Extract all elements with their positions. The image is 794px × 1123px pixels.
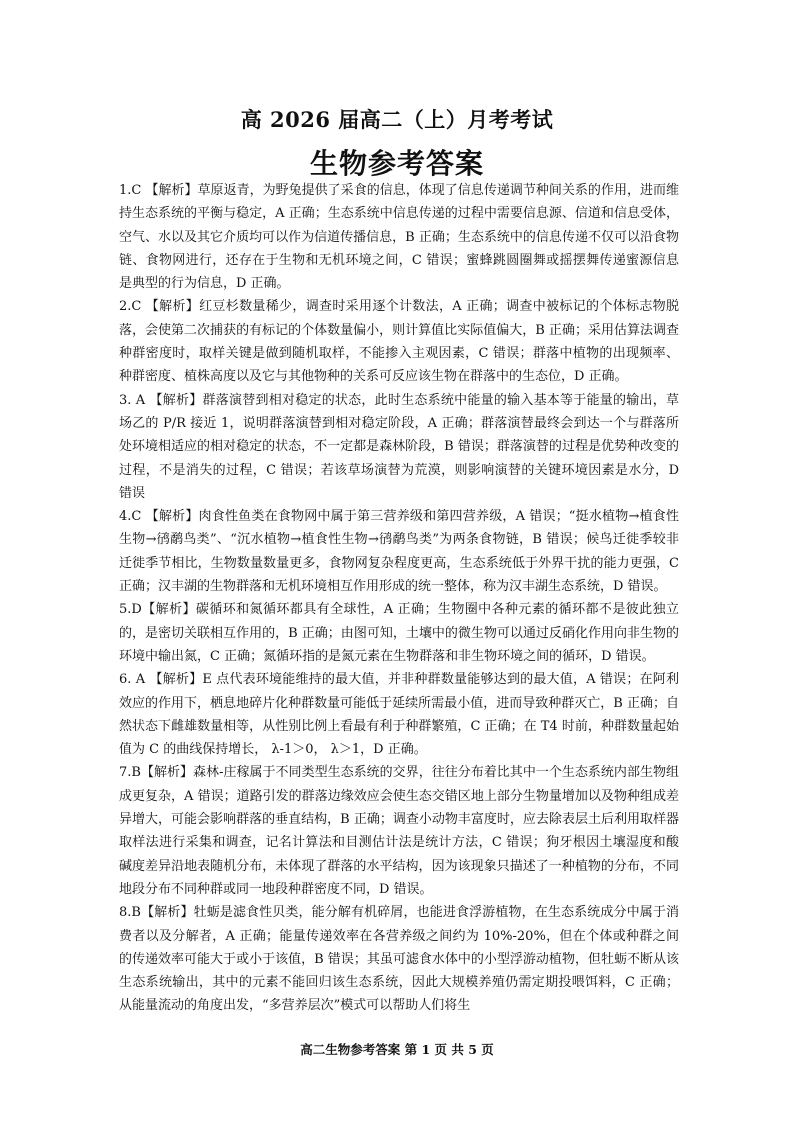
answer-item-6: 6. A 【解析】E 点代表环境能维持的最大值，并非种群数量能够达到的最大值，A 错误；在阿利效应的作用下，栖息地碎片化种群数量可能低于延续所需最小值，进而导致种群灭亡，B 正确；自然状态下雌雄数量相等，从性别比例上看最有利于种群繁殖，C 正确；在 T4 时前，种群数量起始值为 C 的曲线保持增长， λ-1＞0， λ＞1，D 正确。 <box>119 672 679 758</box>
exam-title: 高 2026 届高二（上）月考考试 <box>240 107 554 132</box>
page-footer: 高二生物参考答案 第 1 页 共 5 页 <box>300 1042 494 1057</box>
answer-item-5: 5.D【解析】碳循环和氮循环都具有全球性，A 正确；生物圈中各种元素的循环都不是彼此独立的，是密切关联相互作用的，B 正确；由图可知，土壤中的微生物可以通过反硝化作用向非生物的环境中输出氮，C 正确；氮循环指的是氮元素在生物群落和非生物环境之间的循环，D 错误。 <box>119 602 679 664</box>
answer-item-3: 3. A 【解析】群落演替到相对稳定的状态，此时生态系统中能量的输入基本等于能量的输出，草场乙的 P/R 接近 1，说明群落演替到相对稳定阶段，A 正确；群落演替最终会到达一个与群落所处环境相适应的相对稳定的状态，不一定都是森林阶段，B 错误；群落演替的过程是优势种改变的过程，不是消失的过程，C 错误；若该草场演替为荒漠，则影响演替的关键环境因素是水分，D 错误 <box>119 392 679 501</box>
answer-item-8: 8.B【解析】牡蛎是滤食性贝类，能分解有机碎屑，也能进食浮游植物，在生态系统成分中属于消费者以及分解者，A 正确；能量传递效率在各营养级之间约为 10%-20%，但在个体或种群之间的传递效率可能大于或小于该值，B 错误；其虽可滤食水体中的小型浮游动植物，但牡蛎不断从该生态系统输出，其中的元素不能回归该生态系统，因此大规模养殖仍需定期投喂饵料，C 正确；从能量流动的角度出发，“多营养层次”模式可以帮助人们将生 <box>119 905 679 1014</box>
answer-body <box>119 179 679 1018</box>
answer-item-1: 1.C 【解析】草原返青，为野兔提供了采食的信息，体现了信息传递调节种间关系的作用，进而维持生态系统的平衡与稳定，A 正确；生态系统中信息传递的过程中需要信息源、信道和信息受体，空气、水以及其它介质均可以作为信道传播信息，B 正确；生态系统中的信息传递不仅可以沿食物链、食物网进行，还存在于生物和无机环境之间，C 错误；蜜蜂跳圆圈舞或摇摆舞传递蜜源信息是典型的行为信息，D 正确。 <box>119 183 679 292</box>
answer-item-2: 2.C 【解析】红豆杉数量稀少，调查时采用逐个计数法，A 正确；调查中被标记的个体标志物脱落，会使第二次捕获的有标记的个体数量偏小，则计算值比实际值偏大，B 正确；采用估算法调查种群密度时，取样关键是做到随机取样，不能掺入主观因素，C 错误；群落中植物的出现频率、种群密度、植株高度以及它与其他物种的关系可反应该生物在群落中的生态位，D 正确。 <box>119 299 679 385</box>
subject-title: 生物参考答案 <box>309 147 484 180</box>
answer-item-7: 7.B【解析】森林-庄稼属于不同类型生态系统的交界，往往分布着比其中一个生态系统内部生物组成更复杂，A 错误；道路引发的群落边缘效应会使生态交错区地上部分生物量增加以及物种组成差异增大，可能会影响群落的垂直结构，B 正确；调查小动物丰富度时，应去除表层土后利用取样器取样法进行采集和调查，记名计算法和目测估计法是统计方法，C 错误；狗牙根因土壤湿度和酸碱度差异沿地表随机分布，未体现了群落的水平结构，因为该现象只描述了一种植物的分布，不同地段分布不同种群或同一地段种群密度不同，D 错误。 <box>119 765 679 897</box>
answer-item-4: 4.C 【解析】肉食性鱼类在食物网中属于第三营养级和第四营养级，A 错误；“挺水植物→植食性生物→鸻鹬鸟类”、“沉水植物→植食性生物→鸻鹬鸟类”为两条食物链，B 错误；候鸟迁徙季较非迁徙季节相比，生物数量数量更多，食物网复杂程度更高，生态系统低于外界干扰的能力更强，C 正确；汉丰湖的生物群落和无机环境相互作用形成的统一整体，称为汉丰湖生态系统，D 错误。 <box>119 509 679 595</box>
